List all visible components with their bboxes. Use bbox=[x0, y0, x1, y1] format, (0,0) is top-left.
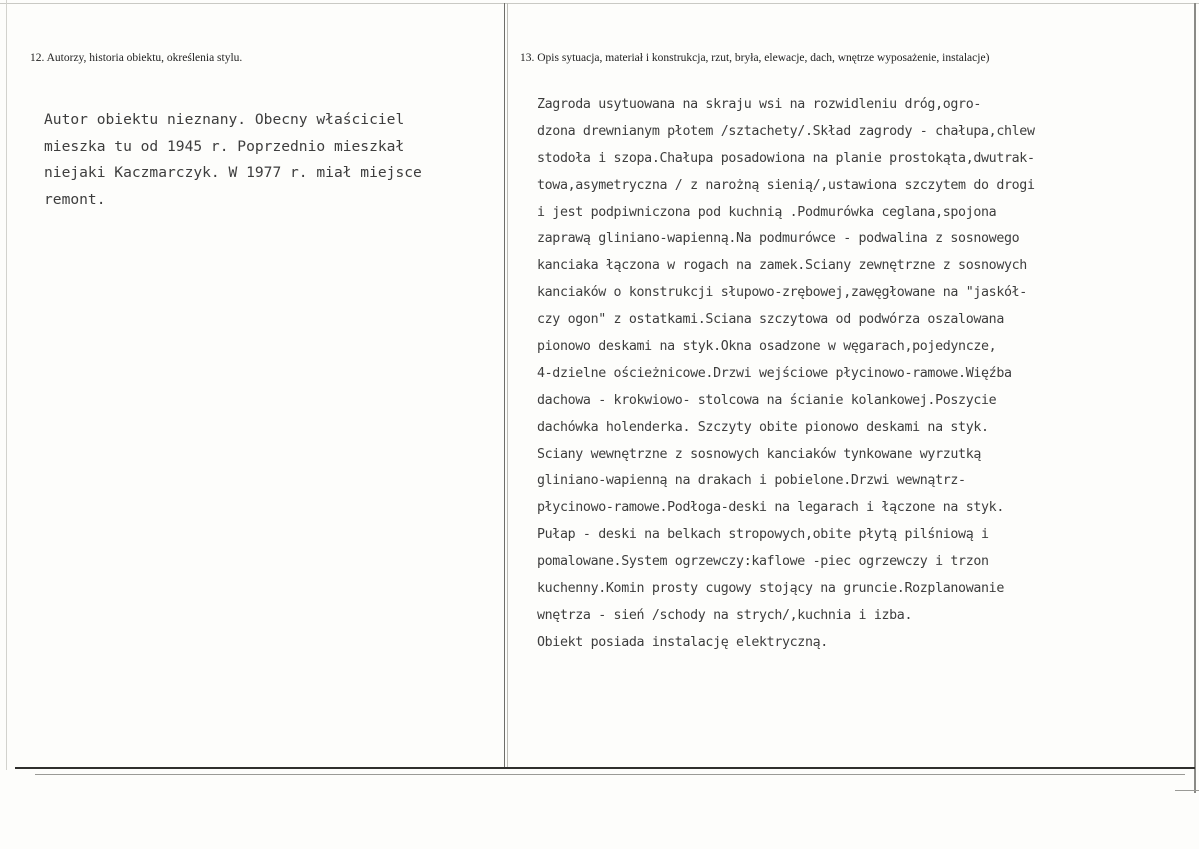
typed-line: czy ogon" z ostatkami.Sciana szczytowa od podwórza oszalowana bbox=[537, 312, 1004, 328]
typed-line: Pułap - deski na belkach stropowych,obite płytą pilśniową i bbox=[537, 527, 989, 543]
typed-line: płycinowo-ramowe.Podłoga-deski na legarach i łączone na styk. bbox=[537, 500, 1004, 516]
typed-line: pionowo deskami na styk.Okna osadzone w węgarach,pojedyncze, bbox=[537, 339, 997, 355]
typed-line: dzona drewnianym płotem /sztachety/.Skład zagrody - chałupa,chlew bbox=[537, 123, 1035, 139]
typed-line: zaprawą gliniano-wapienną.Na podmurówce - podwalina z sosnowego bbox=[537, 231, 1020, 247]
typed-line: kuchenny.Komin prosty cugowy stojący na gruncie.Rozplanowanie bbox=[537, 581, 1004, 597]
column-divider bbox=[504, 3, 505, 768]
column-divider-shadow bbox=[507, 3, 508, 768]
typed-line: Zagroda usytuowana na skraju wsi na rozwidleniu dróg,ogro- bbox=[537, 97, 982, 112]
section-12-typed-text bbox=[44, 107, 422, 213]
typed-line: dachowa - krokwiowo- stolcowa na ścianie kolankowej.Poszycie bbox=[537, 392, 997, 408]
typed-line: Autor obiektu nieznany. Obecny właściciel bbox=[44, 111, 405, 128]
section-12-heading: 12. Autorzy, historia obiektu, określenia stylu. bbox=[30, 52, 243, 64]
typed-line: kanciaka łączona w rogach na zamek.Sciany zewnętrzne z sosnowych bbox=[537, 258, 1027, 274]
typed-line: 4-dzielne ościeżnicowe.Drzwi wejściowe płycinowo-ramowe.Więźba bbox=[537, 365, 1012, 381]
typed-line: niejaki Kaczmarczyk. W 1977 r. miał miejsce bbox=[44, 164, 422, 181]
typed-line: Obiekt posiada instalację elektryczną. bbox=[537, 634, 828, 650]
typed-line: Sciany wewnętrzne z sosnowych kanciaków tynkowane wyrzutką bbox=[537, 446, 982, 462]
bottom-rule-secondary bbox=[35, 774, 1185, 775]
typed-line: mieszka tu od 1945 r. Poprzednio mieszkał bbox=[44, 137, 405, 155]
typed-line: kanciaków o konstrukcji słupowo-zrębowej,zawęgłowane na "jaskół- bbox=[537, 285, 1027, 301]
typed-line: i jest podpiwniczona pod kuchnią .Podmurówka ceglana,spojona bbox=[537, 204, 997, 220]
page-left-edge bbox=[6, 0, 7, 770]
bottom-rule-tail bbox=[1175, 790, 1199, 791]
section-13-heading: 13. Opis sytuacja, materiał i konstrukcja, rzut, bryła, elewacje, dach, wnętrze wyposażenie, instalacje) bbox=[520, 52, 990, 64]
typed-line: gliniano-wapienną na drakach i pobielone.Drzwi wewnątrz- bbox=[537, 473, 966, 489]
typed-line: dachówka holenderka. Szczyty obite pionowo deskami na styk. bbox=[537, 419, 989, 435]
typed-line: towa,asymetryczna / z narożną sienią/,ustawiona szczytem do drogi bbox=[537, 177, 1035, 193]
typed-line: stodoła i szopa.Chałupa posadowiona na planie prostokąta,dwutrak- bbox=[537, 150, 1035, 166]
typed-line: wnętrza - sień /schody na strych/,kuchnia i izba. bbox=[537, 607, 913, 623]
typed-line: remont. bbox=[44, 190, 106, 208]
section-13-typed-text bbox=[537, 92, 1035, 657]
typed-line: pomalowane.System ogrzewczy:kaflowe -piec ogrzewczy i trzon bbox=[537, 554, 989, 570]
bottom-rule bbox=[15, 767, 1195, 769]
page-right-edge bbox=[1194, 3, 1196, 793]
page-top-edge bbox=[0, 3, 1199, 4]
